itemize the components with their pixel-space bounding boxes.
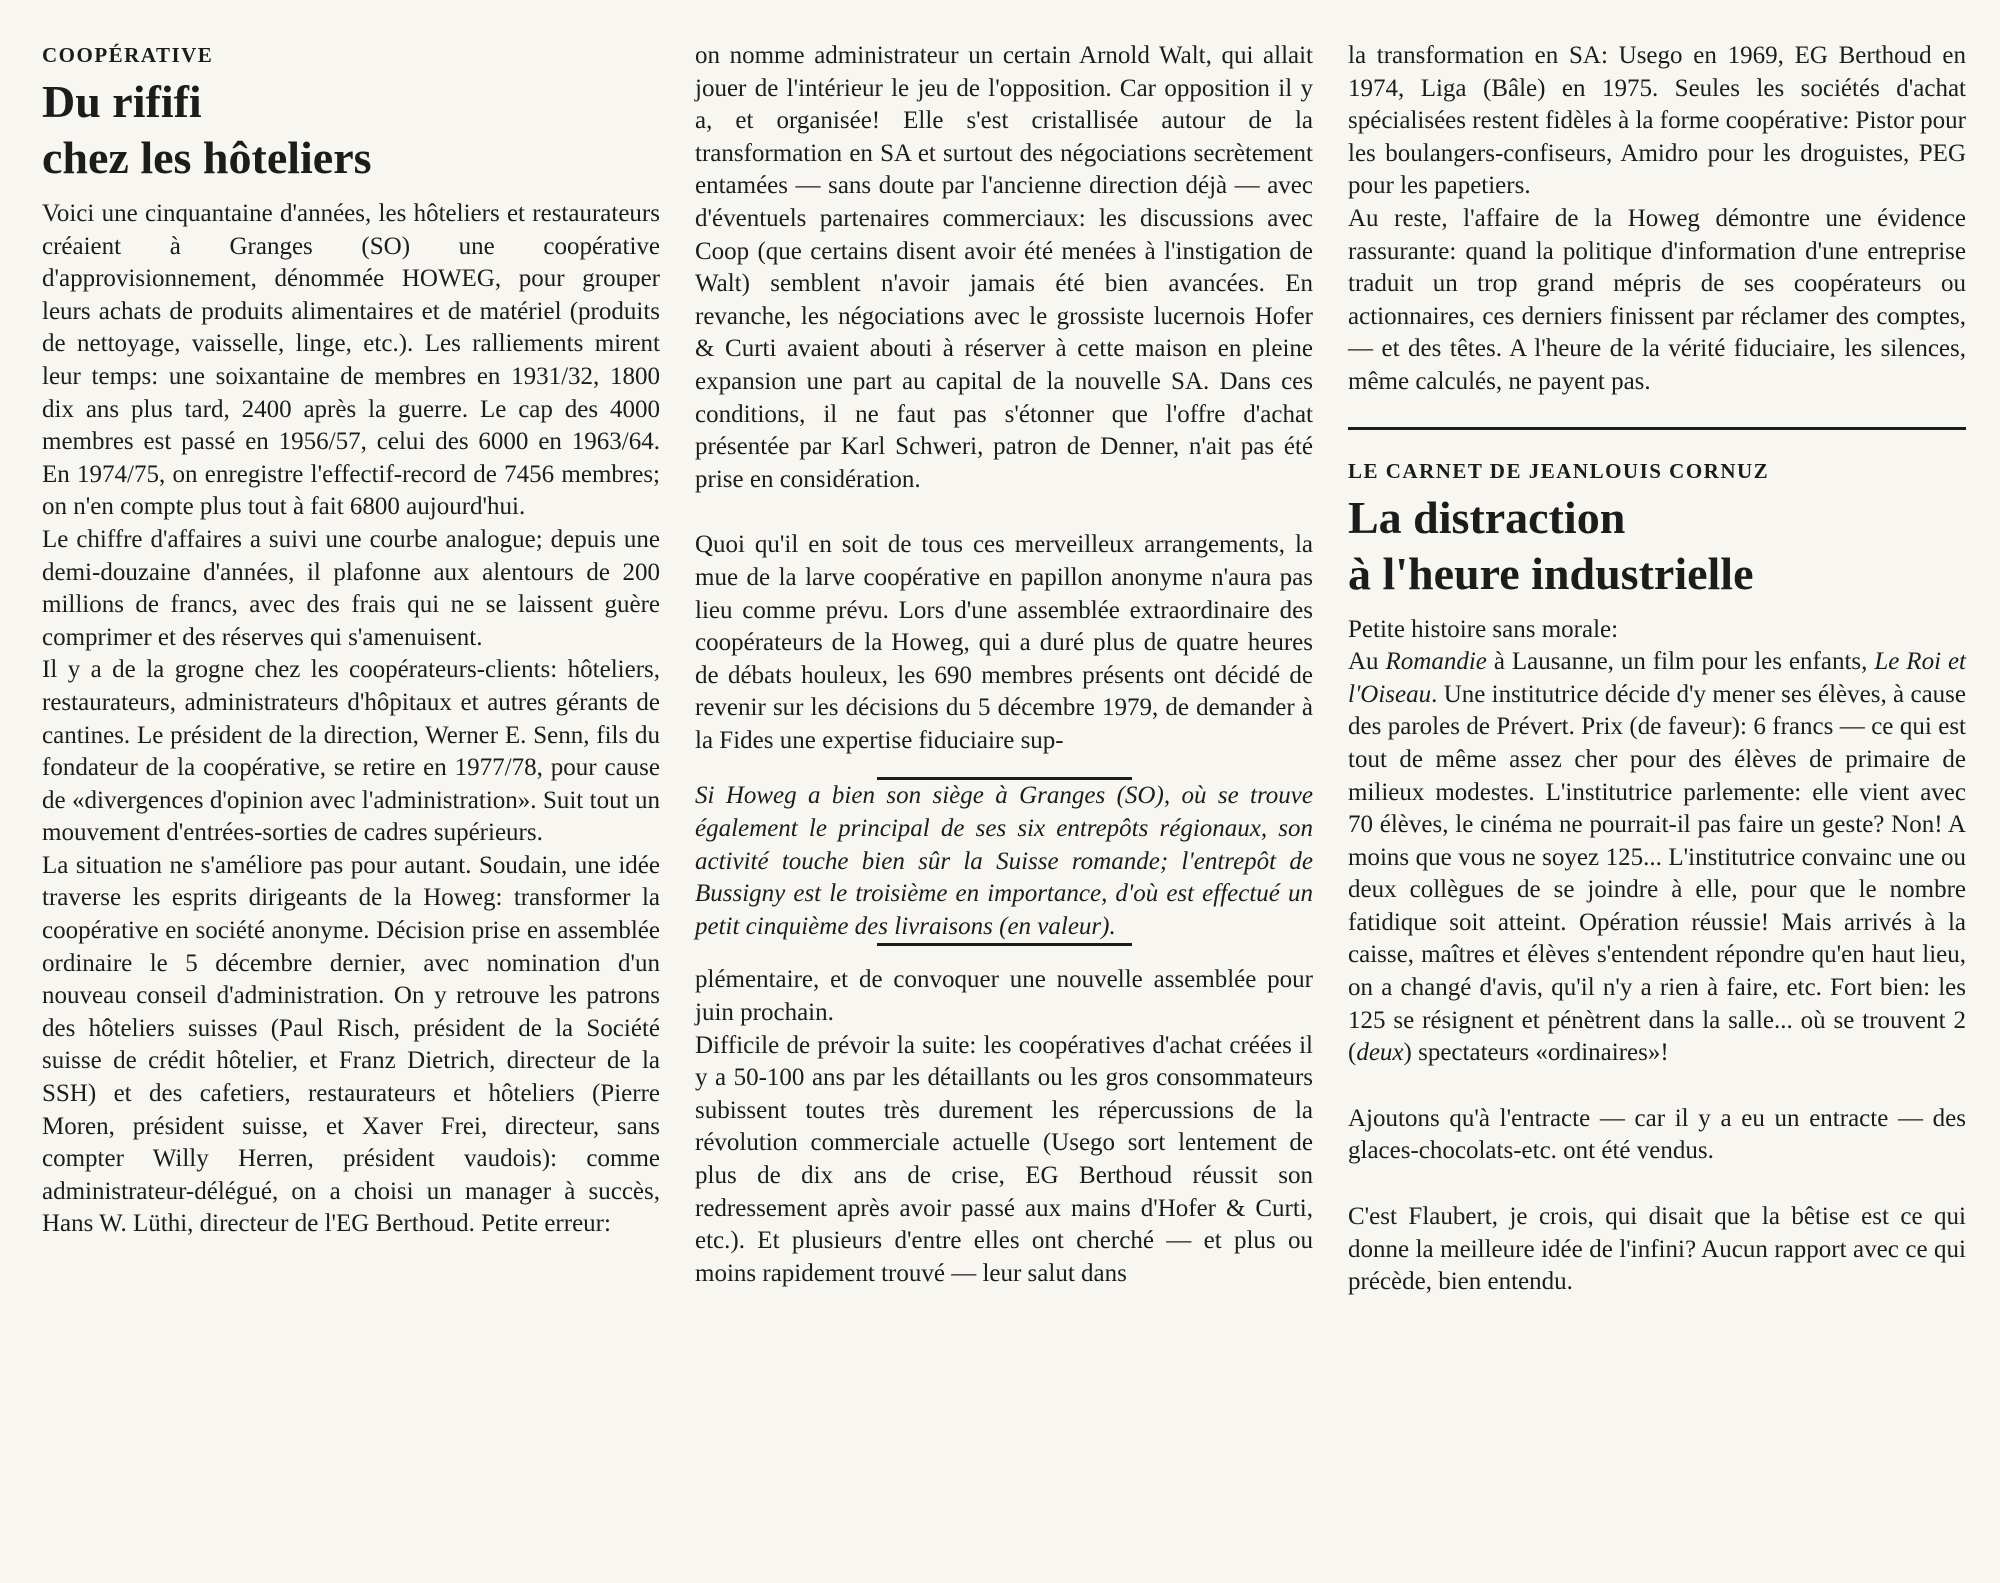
article1-paragraph: Il y a de la grogne chez les coopérateurs-clients: hôteliers, restaurateurs, administrateurs d'hôpitaux et autres gérants de cantines. Le président de la direction, Werner E. Senn, fils du fondateur de la coopérative, se retire en 1977/78, pour cause de «divergences d'opinion avec l'administration». Suit tout un mouvement d'entrées-sorties de cadres supérieurs. [42,656,660,847]
article1-paragraph: on nomme administrateur un certain Arnold Walt, qui allait jouer de l'intérieur le jeu de l'opposition. Car opposition il y a, et organisée! Elle s'est cristallisée autour de la transformation en SA et surtout des négociations secrètement entamées — sans doute par l'ancienne direction déjà — avec d'éventuels partenaires commerciaux: les discussions avec Coop (que certains disent avoir été menées à l'instigation de Walt) semblent n'avoir jamais été bien avancées. En revanche, les négociations avec le grossiste lucernois Hofer & Curti avaient abouti à réserver à cette maison en pleine expansion une part au capital de la nouvelle SA. Dans ces conditions, il ne faut pas s'étonner que l'offre d'achat présentée par Karl Schweri, patron de Denner, n'ait pas été prise en considération. [695,42,1313,493]
text-run: Au [1348,648,1386,676]
article1-paragraph: plémentaire, et de convoquer une nouvelle assemblée pour juin prochain. [695,966,1313,1027]
text-run: . Une institutrice décide d'y mener ses élèves, à cause des paroles de Prévert. Prix (de faveur): 6 francs — ce qui est tout de même assez cher pour des élèves de primaire de milieux modestes. L'institutrice parlemente: elle vient avec 70 élèves, le cinéma ne pourrait-il pas faire un geste? Non! A moins que vous ne soyez 125... L'institutrice convainc une ou deux collègues de se joindre à elle, pour que le nombre fatidique soit atteint. Opération réussie! Mais arrivés à la caisse, maîtres et élèves s'entendent répondre qu'en haut lieu, on a changé d'avis, qu'il n'y a rien à faire, etc. Fort bien: les 125 se résignent et pénètrent dans la salle... où se trouvent 2 ( [1348,680,1966,1067]
emphasis-deux: deux [1356,1039,1404,1067]
article2-headline-line2: à l'heure industrielle [1348,547,1754,599]
article2-intro: Petite histoire sans morale: [1348,615,1619,643]
sidebar-text: Si Howeg a bien son siège à Granges (SO), où se trouve également le principal de ses six entrepôts régionaux, son activité touche bien sûr la Suisse romande; l'entrepôt de Bussigny est le troisième en importance, d'où est effectué un petit cinquième des livraisons (en valeur). [695,782,1313,940]
section-divider [1348,427,1966,430]
article1-paragraph: Quoi qu'il en soit de tous ces merveilleux arrangements, la mue de la larve coopérative en papillon anonyme n'aura pas lieu comme prévu. Lors d'une assemblée extraordinaire des coopérateurs de la Howeg, qui a duré plus de quatre heures de débats houleux, les 690 membres présents ont décidé de revenir sur les décisions du 5 décembre 1979, de demander à la Fides une expertise fiduciaire sup- [695,531,1313,754]
article1-paragraph: la transformation en SA: Usego en 1969, EG Berthoud en 1974, Liga (Bâle) en 1975. Seules les sociétés d'achat spécialisées restent fidèles à la forme coopérative: Pistor pour les boulangers-confiseurs, Amidro pour les droguistes, PEG pour les papetiers. [1348,42,1966,200]
sidebar-bottom-rule [877,943,1132,946]
article2-kicker: LE CARNET DE JEANLOUIS CORNUZ [1348,458,1770,483]
column-2 [695,40,1313,1290]
article1-headline-line1: Du rififi [42,76,202,127]
article1-paragraph: Le chiffre d'affaires a suivi une courbe analogue; depuis une demi-douzaine d'années, il plafonne aux alentours de 200 millions de francs, avec des frais qui ne se laissent guère comprimer et des réserves qui s'amenuisent. [42,525,660,651]
article1-paragraph: Difficile de prévoir la suite: les coopératives d'achat créées il y a 50-100 ans par les détaillants ou les gros consommateurs subissent toutes très durement les répercussions de la révolution commerciale actuelle (Usego sort lentement de plus de dix ans de crise, EG Berthoud réussit son redressement après avoir passé aux mains d'Hofer & Curti, etc.). Et plusieurs d'entre elles ont cherché — et plus ou moins rapidement trouvé — leur salut dans [695,1031,1313,1287]
article2-paragraph-1 [1348,646,1966,1070]
article1-headline-line2: chez les hôteliers [42,132,372,183]
cinema-name: Romandie [1385,648,1487,676]
film-title: Le Roi et l'Oiseau [1348,648,1967,708]
article2-paragraph-3: C'est Flaubert, je crois, qui disait que la bêtise est ce qui donne la meilleure idée de l'infini? Aucun rapport avec ce qui précède, bien entendu. [1348,1203,1966,1296]
column-1 [42,40,660,1241]
article1-paragraph: Voici une cinquantaine d'années, les hôteliers et restaurateurs créaient à Granges (SO) une coopérative d'approvisionnement, dénommée HOWEG, pour grouper leurs achats de produits alimentaires et de matériel (produits de nettoyage, vaisselle, linge, etc.). Les ralliements mirent leur temps: une soixantaine de membres en 1931/32, 1800 dix ans plus tard, 2400 après la guerre. Le cap des 4000 membres est passé en 1956/57, celui des 6000 en 1963/64. En 1974/75, on enregistre l'effectif-record de 7456 membres; on n'en compte plus tout à fait 6800 aujourd'hui. [42,200,660,521]
article1-kicker: COOPÉRATIVE [42,43,214,67]
article2-paragraph-2: Ajoutons qu'à l'entracte — car il y a eu un entracte — des glaces-chocolats-etc. ont été vendus. [1348,1104,1966,1165]
article1-headline [42,74,660,186]
sidebar-box [695,777,1313,946]
text-run: ) spectateurs «ordinaires»! [1403,1039,1669,1067]
article1-paragraph: La situation ne s'améliore pas pour autant. Soudain, une idée traverse les esprits dirigeants de la Howeg: transformer la coopérative en société anonyme. Décision prise en assemblée ordinaire le 5 décembre dernier, avec nomination d'un nouveau conseil d'administration. On y retrouve les patrons des hôteliers suisses (Paul Risch, président de la Société suisse de crédit hôtelier, et Franz Dietrich, directeur de la SSH) et des cafetiers, restaurateurs et hôteliers (Pierre Moren, président suisse, et Xaver Frei, directeur, sans compter Willy Herren, président vaudois): comme administrateur-délégué, on a choisi un manager à succès, Hans W. Lüthi, directeur de l'EG Berthoud. Petite erreur: [42,851,660,1238]
article2-headline [1348,490,1966,602]
article1-paragraph: Au reste, l'affaire de la Howeg démontre une évidence rassurante: quand la politique d'information d'une entreprise traduit un trop grand mépris de ses coopérateurs ou actionnaires, ces derniers finissent par réclamer des comptes, — et des têtes. A l'heure de la vérité fiduciaire, les silences, même calculés, ne payent pas. [1348,204,1966,395]
column-3 [1348,40,1966,1299]
text-run: à Lausanne, un film pour les enfants, [1486,648,1875,676]
article2-headline-line1: La distraction [1348,491,1626,543]
